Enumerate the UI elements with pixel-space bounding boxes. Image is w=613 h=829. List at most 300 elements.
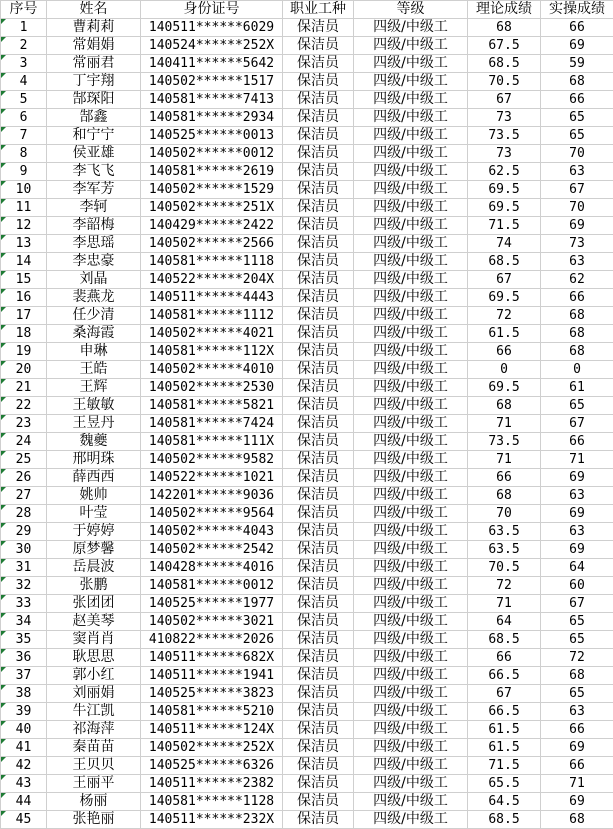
cell-name[interactable]: 秦苗苗 (47, 739, 141, 757)
cell-practical_score[interactable]: 70 (541, 145, 613, 163)
cell-id_number[interactable]: 140502******9582 (141, 451, 283, 469)
cell-practical_score[interactable]: 65 (541, 631, 613, 649)
cell-practical_score[interactable]: 65 (541, 613, 613, 631)
cell-level[interactable]: 四级/中级工 (354, 181, 468, 199)
cell-name[interactable]: 常娟娟 (47, 37, 141, 55)
cell-id_number[interactable]: 140502******251X (141, 199, 283, 217)
cell-practical_score[interactable]: 61 (541, 379, 613, 397)
cell-occupation[interactable]: 保洁员 (283, 19, 354, 37)
cell-theory_score[interactable]: 71 (468, 451, 541, 469)
cell-id_number[interactable]: 140502******2566 (141, 235, 283, 253)
cell-id_number[interactable]: 140502******1517 (141, 73, 283, 91)
cell-level[interactable]: 四级/中级工 (354, 703, 468, 721)
cell-name[interactable]: 郜琛阳 (47, 91, 141, 109)
cell-occupation[interactable]: 保洁员 (283, 685, 354, 703)
cell-occupation[interactable]: 保洁员 (283, 199, 354, 217)
cell-level[interactable]: 四级/中级工 (354, 811, 468, 829)
cell-theory_score[interactable]: 68.5 (468, 631, 541, 649)
cell-theory_score[interactable]: 71.5 (468, 217, 541, 235)
cell-level[interactable]: 四级/中级工 (354, 775, 468, 793)
cell-theory_score[interactable]: 69.5 (468, 379, 541, 397)
cell-theory_score[interactable]: 73 (468, 145, 541, 163)
cell-practical_score[interactable]: 63 (541, 253, 613, 271)
cell-occupation[interactable]: 保洁员 (283, 379, 354, 397)
cell-occupation[interactable]: 保洁员 (283, 235, 354, 253)
cell-theory_score[interactable]: 69.5 (468, 199, 541, 217)
cell-id_number[interactable]: 140581******2619 (141, 163, 283, 181)
cell-index[interactable]: 8 (1, 145, 47, 163)
cell-index[interactable]: 18 (1, 325, 47, 343)
cell-id_number[interactable]: 140511******2382 (141, 775, 283, 793)
cell-occupation[interactable]: 保洁员 (283, 505, 354, 523)
cell-name[interactable]: 侯亚雄 (47, 145, 141, 163)
cell-level[interactable]: 四级/中级工 (354, 649, 468, 667)
cell-level[interactable]: 四级/中级工 (354, 289, 468, 307)
cell-name[interactable]: 郭小红 (47, 667, 141, 685)
cell-practical_score[interactable]: 70 (541, 199, 613, 217)
cell-occupation[interactable]: 保洁员 (283, 397, 354, 415)
cell-id_number[interactable]: 140581******1128 (141, 793, 283, 811)
cell-level[interactable]: 四级/中级工 (354, 19, 468, 37)
cell-occupation[interactable]: 保洁员 (283, 91, 354, 109)
cell-id_number[interactable]: 140581******1118 (141, 253, 283, 271)
cell-level[interactable]: 四级/中级工 (354, 541, 468, 559)
cell-theory_score[interactable]: 66.5 (468, 703, 541, 721)
cell-id_number[interactable]: 140502******2530 (141, 379, 283, 397)
cell-theory_score[interactable]: 71.5 (468, 757, 541, 775)
cell-occupation[interactable]: 保洁员 (283, 217, 354, 235)
cell-theory_score[interactable]: 68.5 (468, 253, 541, 271)
cell-occupation[interactable]: 保洁员 (283, 595, 354, 613)
cell-theory_score[interactable]: 74 (468, 235, 541, 253)
cell-id_number[interactable]: 140502******4043 (141, 523, 283, 541)
cell-id_number[interactable]: 142201******9036 (141, 487, 283, 505)
cell-occupation[interactable]: 保洁员 (283, 811, 354, 829)
cell-index[interactable]: 45 (1, 811, 47, 829)
cell-theory_score[interactable]: 69.5 (468, 181, 541, 199)
cell-theory_score[interactable]: 61.5 (468, 325, 541, 343)
cell-theory_score[interactable]: 67 (468, 91, 541, 109)
cell-theory_score[interactable]: 61.5 (468, 721, 541, 739)
cell-practical_score[interactable]: 65 (541, 685, 613, 703)
cell-name[interactable]: 张团团 (47, 595, 141, 613)
cell-practical_score[interactable]: 67 (541, 415, 613, 433)
cell-level[interactable]: 四级/中级工 (354, 325, 468, 343)
cell-index[interactable]: 14 (1, 253, 47, 271)
cell-level[interactable]: 四级/中级工 (354, 631, 468, 649)
cell-id_number[interactable]: 140581******0012 (141, 577, 283, 595)
cell-id_number[interactable]: 140429******2422 (141, 217, 283, 235)
cell-occupation[interactable]: 保洁员 (283, 523, 354, 541)
cell-theory_score[interactable]: 71 (468, 415, 541, 433)
cell-practical_score[interactable]: 68 (541, 73, 613, 91)
cell-name[interactable]: 王昱丹 (47, 415, 141, 433)
cell-occupation[interactable]: 保洁员 (283, 433, 354, 451)
cell-level[interactable]: 四级/中级工 (354, 127, 468, 145)
cell-index[interactable]: 26 (1, 469, 47, 487)
cell-index[interactable]: 2 (1, 37, 47, 55)
cell-theory_score[interactable]: 64.5 (468, 793, 541, 811)
cell-theory_score[interactable]: 66 (468, 343, 541, 361)
cell-index[interactable]: 7 (1, 127, 47, 145)
cell-index[interactable]: 37 (1, 667, 47, 685)
cell-theory_score[interactable]: 66 (468, 469, 541, 487)
cell-occupation[interactable]: 保洁员 (283, 253, 354, 271)
col-header-theory-score[interactable]: 理论成绩 (468, 1, 541, 19)
cell-name[interactable]: 李思瑶 (47, 235, 141, 253)
cell-practical_score[interactable]: 69 (541, 793, 613, 811)
cell-occupation[interactable]: 保洁员 (283, 487, 354, 505)
cell-name[interactable]: 桑海霞 (47, 325, 141, 343)
col-header-id-number[interactable]: 身份证号 (141, 1, 283, 19)
cell-index[interactable]: 32 (1, 577, 47, 595)
cell-id_number[interactable]: 140511******4443 (141, 289, 283, 307)
cell-index[interactable]: 23 (1, 415, 47, 433)
cell-theory_score[interactable]: 68 (468, 487, 541, 505)
cell-theory_score[interactable]: 72 (468, 307, 541, 325)
cell-theory_score[interactable]: 68.5 (468, 55, 541, 73)
cell-name[interactable]: 申琳 (47, 343, 141, 361)
cell-practical_score[interactable]: 68 (541, 325, 613, 343)
cell-name[interactable]: 王丽平 (47, 775, 141, 793)
cell-occupation[interactable]: 保洁员 (283, 559, 354, 577)
cell-level[interactable]: 四级/中级工 (354, 433, 468, 451)
cell-occupation[interactable]: 保洁员 (283, 721, 354, 739)
cell-id_number[interactable]: 140502******9564 (141, 505, 283, 523)
cell-name[interactable]: 岳晨波 (47, 559, 141, 577)
cell-id_number[interactable]: 140581******112X (141, 343, 283, 361)
cell-practical_score[interactable]: 66 (541, 91, 613, 109)
cell-level[interactable]: 四级/中级工 (354, 55, 468, 73)
cell-occupation[interactable]: 保洁员 (283, 451, 354, 469)
cell-theory_score[interactable]: 67.5 (468, 37, 541, 55)
cell-id_number[interactable]: 140511******1941 (141, 667, 283, 685)
cell-occupation[interactable]: 保洁员 (283, 541, 354, 559)
cell-index[interactable]: 5 (1, 91, 47, 109)
cell-id_number[interactable]: 140581******5821 (141, 397, 283, 415)
cell-theory_score[interactable]: 70.5 (468, 73, 541, 91)
cell-occupation[interactable]: 保洁员 (283, 73, 354, 91)
cell-theory_score[interactable]: 61.5 (468, 739, 541, 757)
cell-id_number[interactable]: 140511******124X (141, 721, 283, 739)
cell-id_number[interactable]: 140428******4016 (141, 559, 283, 577)
cell-level[interactable]: 四级/中级工 (354, 523, 468, 541)
cell-index[interactable]: 15 (1, 271, 47, 289)
cell-level[interactable]: 四级/中级工 (354, 379, 468, 397)
cell-name[interactable]: 李韶梅 (47, 217, 141, 235)
cell-index[interactable]: 42 (1, 757, 47, 775)
cell-practical_score[interactable]: 69 (541, 739, 613, 757)
cell-index[interactable]: 20 (1, 361, 47, 379)
cell-practical_score[interactable]: 67 (541, 181, 613, 199)
cell-index[interactable]: 3 (1, 55, 47, 73)
cell-index[interactable]: 19 (1, 343, 47, 361)
cell-occupation[interactable]: 保洁员 (283, 37, 354, 55)
cell-occupation[interactable]: 保洁员 (283, 307, 354, 325)
cell-occupation[interactable]: 保洁员 (283, 703, 354, 721)
cell-level[interactable]: 四级/中级工 (354, 217, 468, 235)
cell-occupation[interactable]: 保洁员 (283, 775, 354, 793)
cell-id_number[interactable]: 140502******4010 (141, 361, 283, 379)
cell-theory_score[interactable]: 63.5 (468, 523, 541, 541)
cell-practical_score[interactable]: 63 (541, 703, 613, 721)
cell-name[interactable]: 王贝贝 (47, 757, 141, 775)
cell-occupation[interactable]: 保洁员 (283, 793, 354, 811)
cell-id_number[interactable]: 140411******5642 (141, 55, 283, 73)
cell-index[interactable]: 16 (1, 289, 47, 307)
cell-theory_score[interactable]: 68 (468, 19, 541, 37)
cell-occupation[interactable]: 保洁员 (283, 667, 354, 685)
cell-name[interactable]: 丁宇翔 (47, 73, 141, 91)
cell-index[interactable]: 38 (1, 685, 47, 703)
cell-name[interactable]: 曹莉莉 (47, 19, 141, 37)
cell-id_number[interactable]: 140581******1112 (141, 307, 283, 325)
cell-id_number[interactable]: 140511******6029 (141, 19, 283, 37)
cell-level[interactable]: 四级/中级工 (354, 397, 468, 415)
cell-id_number[interactable]: 140502******1529 (141, 181, 283, 199)
cell-index[interactable]: 30 (1, 541, 47, 559)
cell-theory_score[interactable]: 70 (468, 505, 541, 523)
cell-occupation[interactable]: 保洁员 (283, 361, 354, 379)
cell-occupation[interactable]: 保洁员 (283, 55, 354, 73)
cell-level[interactable]: 四级/中级工 (354, 487, 468, 505)
cell-practical_score[interactable]: 64 (541, 559, 613, 577)
cell-name[interactable]: 张鹏 (47, 577, 141, 595)
cell-level[interactable]: 四级/中级工 (354, 199, 468, 217)
cell-practical_score[interactable]: 68 (541, 343, 613, 361)
cell-id_number[interactable]: 140581******2934 (141, 109, 283, 127)
cell-name[interactable]: 祁海萍 (47, 721, 141, 739)
cell-theory_score[interactable]: 64 (468, 613, 541, 631)
cell-occupation[interactable]: 保洁员 (283, 343, 354, 361)
cell-id_number[interactable]: 140581******7424 (141, 415, 283, 433)
cell-name[interactable]: 任少清 (47, 307, 141, 325)
col-header-practical-score[interactable]: 实操成绩 (541, 1, 613, 19)
cell-index[interactable]: 31 (1, 559, 47, 577)
cell-practical_score[interactable]: 68 (541, 667, 613, 685)
cell-id_number[interactable]: 140502******0012 (141, 145, 283, 163)
cell-practical_score[interactable]: 62 (541, 271, 613, 289)
cell-practical_score[interactable]: 69 (541, 37, 613, 55)
cell-practical_score[interactable]: 68 (541, 307, 613, 325)
cell-level[interactable]: 四级/中级工 (354, 271, 468, 289)
cell-level[interactable]: 四级/中级工 (354, 343, 468, 361)
cell-practical_score[interactable]: 65 (541, 127, 613, 145)
cell-practical_score[interactable]: 66 (541, 433, 613, 451)
cell-index[interactable]: 36 (1, 649, 47, 667)
cell-name[interactable]: 和宁宁 (47, 127, 141, 145)
cell-occupation[interactable]: 保洁员 (283, 757, 354, 775)
cell-name[interactable]: 李军芳 (47, 181, 141, 199)
cell-theory_score[interactable]: 73 (468, 109, 541, 127)
cell-name[interactable]: 于婷婷 (47, 523, 141, 541)
cell-theory_score[interactable]: 62.5 (468, 163, 541, 181)
cell-level[interactable]: 四级/中级工 (354, 721, 468, 739)
cell-name[interactable]: 李忠豪 (47, 253, 141, 271)
cell-index[interactable]: 13 (1, 235, 47, 253)
cell-theory_score[interactable]: 63.5 (468, 541, 541, 559)
cell-level[interactable]: 四级/中级工 (354, 793, 468, 811)
cell-index[interactable]: 4 (1, 73, 47, 91)
cell-level[interactable]: 四级/中级工 (354, 559, 468, 577)
cell-occupation[interactable]: 保洁员 (283, 127, 354, 145)
cell-id_number[interactable]: 140522******1021 (141, 469, 283, 487)
cell-id_number[interactable]: 140522******204X (141, 271, 283, 289)
cell-level[interactable]: 四级/中级工 (354, 307, 468, 325)
cell-index[interactable]: 43 (1, 775, 47, 793)
cell-name[interactable]: 李飞飞 (47, 163, 141, 181)
cell-id_number[interactable]: 140525******6326 (141, 757, 283, 775)
cell-id_number[interactable]: 140511******682X (141, 649, 283, 667)
cell-practical_score[interactable]: 73 (541, 235, 613, 253)
cell-theory_score[interactable]: 69.5 (468, 289, 541, 307)
cell-name[interactable]: 耿思思 (47, 649, 141, 667)
cell-index[interactable]: 25 (1, 451, 47, 469)
cell-level[interactable]: 四级/中级工 (354, 667, 468, 685)
cell-theory_score[interactable]: 67 (468, 685, 541, 703)
cell-occupation[interactable]: 保洁员 (283, 469, 354, 487)
cell-practical_score[interactable]: 63 (541, 163, 613, 181)
cell-id_number[interactable]: 140502******252X (141, 739, 283, 757)
cell-name[interactable]: 薛西西 (47, 469, 141, 487)
cell-level[interactable]: 四级/中级工 (354, 37, 468, 55)
cell-practical_score[interactable]: 63 (541, 487, 613, 505)
cell-level[interactable]: 四级/中级工 (354, 739, 468, 757)
cell-practical_score[interactable]: 66 (541, 721, 613, 739)
cell-practical_score[interactable]: 71 (541, 775, 613, 793)
cell-id_number[interactable]: 140502******4021 (141, 325, 283, 343)
cell-occupation[interactable]: 保洁员 (283, 649, 354, 667)
cell-level[interactable]: 四级/中级工 (354, 757, 468, 775)
cell-name[interactable]: 王皓 (47, 361, 141, 379)
cell-occupation[interactable]: 保洁员 (283, 145, 354, 163)
cell-level[interactable]: 四级/中级工 (354, 253, 468, 271)
col-header-level[interactable]: 等级 (354, 1, 468, 19)
cell-theory_score[interactable]: 73.5 (468, 127, 541, 145)
cell-index[interactable]: 44 (1, 793, 47, 811)
cell-practical_score[interactable]: 66 (541, 19, 613, 37)
cell-level[interactable]: 四级/中级工 (354, 235, 468, 253)
cell-practical_score[interactable]: 71 (541, 451, 613, 469)
cell-name[interactable]: 姚帅 (47, 487, 141, 505)
cell-id_number[interactable]: 140511******232X (141, 811, 283, 829)
cell-occupation[interactable]: 保洁员 (283, 631, 354, 649)
cell-name[interactable]: 邢明珠 (47, 451, 141, 469)
cell-level[interactable]: 四级/中级工 (354, 415, 468, 433)
cell-practical_score[interactable]: 69 (541, 469, 613, 487)
cell-index[interactable]: 9 (1, 163, 47, 181)
cell-level[interactable]: 四级/中级工 (354, 361, 468, 379)
cell-theory_score[interactable]: 73.5 (468, 433, 541, 451)
cell-index[interactable]: 12 (1, 217, 47, 235)
cell-theory_score[interactable]: 66 (468, 649, 541, 667)
cell-index[interactable]: 24 (1, 433, 47, 451)
cell-name[interactable]: 李轲 (47, 199, 141, 217)
cell-name[interactable]: 郜鑫 (47, 109, 141, 127)
cell-index[interactable]: 17 (1, 307, 47, 325)
cell-level[interactable]: 四级/中级工 (354, 451, 468, 469)
cell-level[interactable]: 四级/中级工 (354, 577, 468, 595)
cell-level[interactable]: 四级/中级工 (354, 685, 468, 703)
cell-name[interactable]: 窦肖肖 (47, 631, 141, 649)
cell-name[interactable]: 刘丽娟 (47, 685, 141, 703)
cell-name[interactable]: 叶莹 (47, 505, 141, 523)
cell-name[interactable]: 张艳丽 (47, 811, 141, 829)
col-header-occupation[interactable]: 职业工种 (283, 1, 354, 19)
cell-name[interactable]: 赵美琴 (47, 613, 141, 631)
cell-practical_score[interactable]: 63 (541, 523, 613, 541)
cell-practical_score[interactable]: 72 (541, 649, 613, 667)
cell-index[interactable]: 39 (1, 703, 47, 721)
cell-index[interactable]: 22 (1, 397, 47, 415)
cell-practical_score[interactable]: 59 (541, 55, 613, 73)
cell-practical_score[interactable]: 60 (541, 577, 613, 595)
cell-practical_score[interactable]: 66 (541, 289, 613, 307)
cell-name[interactable]: 杨丽 (47, 793, 141, 811)
cell-occupation[interactable]: 保洁员 (283, 109, 354, 127)
cell-occupation[interactable]: 保洁员 (283, 289, 354, 307)
cell-theory_score[interactable]: 66.5 (468, 667, 541, 685)
cell-id_number[interactable]: 140581******5210 (141, 703, 283, 721)
cell-index[interactable]: 33 (1, 595, 47, 613)
cell-practical_score[interactable]: 65 (541, 397, 613, 415)
cell-occupation[interactable]: 保洁员 (283, 271, 354, 289)
cell-level[interactable]: 四级/中级工 (354, 613, 468, 631)
cell-level[interactable]: 四级/中级工 (354, 109, 468, 127)
cell-practical_score[interactable]: 66 (541, 757, 613, 775)
cell-practical_score[interactable]: 67 (541, 595, 613, 613)
cell-name[interactable]: 裴燕龙 (47, 289, 141, 307)
cell-name[interactable]: 魏夔 (47, 433, 141, 451)
cell-index[interactable]: 21 (1, 379, 47, 397)
cell-index[interactable]: 34 (1, 613, 47, 631)
cell-index[interactable]: 27 (1, 487, 47, 505)
cell-practical_score[interactable]: 68 (541, 811, 613, 829)
col-header-index[interactable]: 序号 (1, 1, 47, 19)
cell-index[interactable]: 29 (1, 523, 47, 541)
cell-level[interactable]: 四级/中级工 (354, 505, 468, 523)
cell-name[interactable]: 王辉 (47, 379, 141, 397)
cell-theory_score[interactable]: 0 (468, 361, 541, 379)
cell-practical_score[interactable]: 65 (541, 109, 613, 127)
cell-occupation[interactable]: 保洁员 (283, 181, 354, 199)
cell-id_number[interactable]: 140525******0013 (141, 127, 283, 145)
cell-id_number[interactable]: 140525******3823 (141, 685, 283, 703)
cell-index[interactable]: 1 (1, 19, 47, 37)
cell-level[interactable]: 四级/中级工 (354, 73, 468, 91)
cell-theory_score[interactable]: 71 (468, 595, 541, 613)
cell-theory_score[interactable]: 68.5 (468, 811, 541, 829)
cell-theory_score[interactable]: 65.5 (468, 775, 541, 793)
col-header-name[interactable]: 姓名 (47, 1, 141, 19)
cell-index[interactable]: 28 (1, 505, 47, 523)
cell-id_number[interactable]: 140581******7413 (141, 91, 283, 109)
cell-level[interactable]: 四级/中级工 (354, 91, 468, 109)
cell-level[interactable]: 四级/中级工 (354, 469, 468, 487)
cell-level[interactable]: 四级/中级工 (354, 163, 468, 181)
cell-level[interactable]: 四级/中级工 (354, 145, 468, 163)
cell-index[interactable]: 41 (1, 739, 47, 757)
cell-index[interactable]: 40 (1, 721, 47, 739)
cell-name[interactable]: 牛江凯 (47, 703, 141, 721)
cell-name[interactable]: 常丽君 (47, 55, 141, 73)
cell-index[interactable]: 35 (1, 631, 47, 649)
cell-id_number[interactable]: 140581******111X (141, 433, 283, 451)
cell-occupation[interactable]: 保洁员 (283, 163, 354, 181)
cell-id_number[interactable]: 140525******1977 (141, 595, 283, 613)
cell-id_number[interactable]: 140502******2542 (141, 541, 283, 559)
cell-occupation[interactable]: 保洁员 (283, 613, 354, 631)
